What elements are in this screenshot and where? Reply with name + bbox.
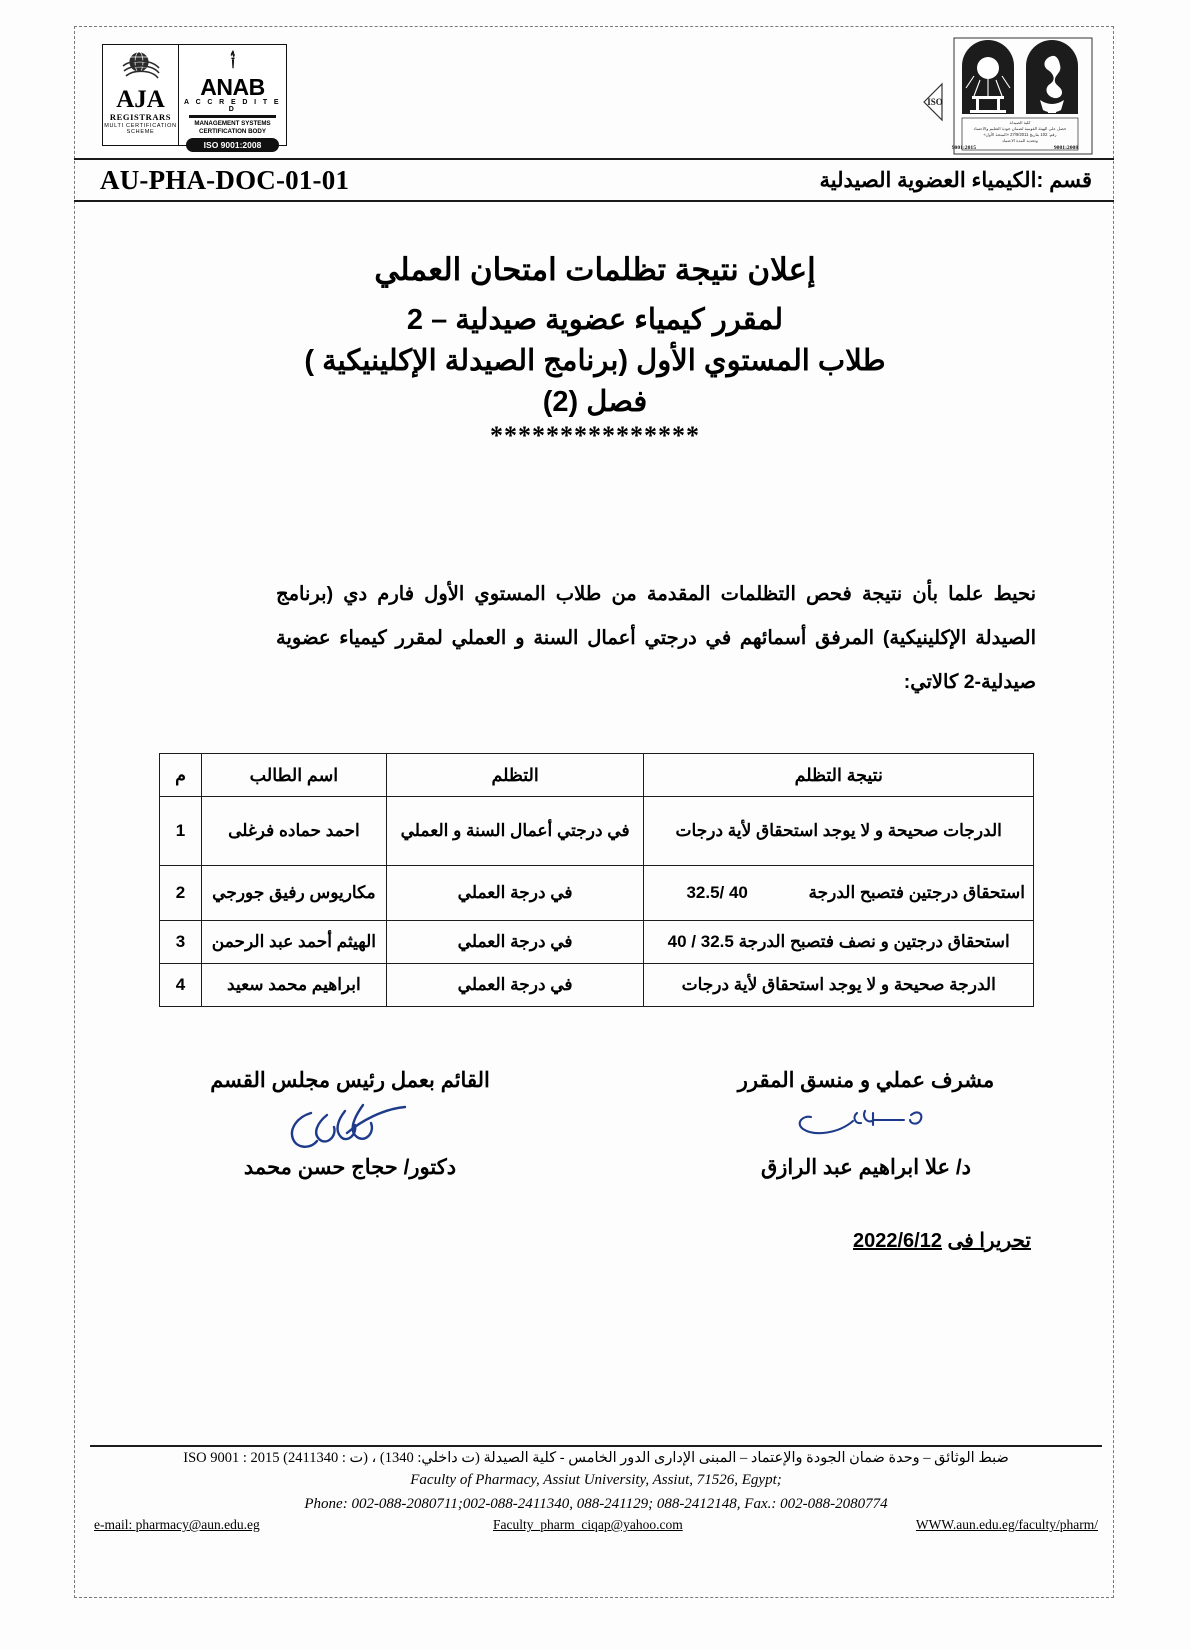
anab-brand-text: ANAB [200, 74, 265, 100]
svg-text:حصل على الهيئة القومية لضمان ج: حصل على الهيئة القومية لضمان جودة التعليم والاعتماد [973, 126, 1067, 131]
cell-student-name: مكاريوس رفيق جورجي [201, 866, 386, 921]
footer-english-line-1: Faculty of Pharmacy, Assiut University, Assiut, 71526, Egypt; [410, 1472, 782, 1488]
signature-ink-head [190, 1093, 510, 1151]
anab-iso-badge: ISO 9001:2008 [186, 138, 279, 152]
footer-english-line-2: Phone: 002-088-2080711;002-088-2411340, 088-241129; 088-2412148, Fax.: 002-088-2080774 [304, 1496, 888, 1512]
aja-logo-section [103, 45, 178, 145]
footer-email2-link[interactable]: Faculty_pharm_ciqap@yahoo.com [492, 1517, 683, 1532]
svg-text:ISO: ISO [927, 97, 943, 107]
issue-date-line [853, 1228, 1031, 1253]
cell-row-number: 1 [160, 797, 202, 866]
title-line-1: إعلان نتيجة تظلمات امتحان العملي [374, 252, 816, 287]
cell-result [644, 866, 1034, 921]
torch-icon [226, 50, 240, 70]
cell-result: الدرجات صحيحة و لا يوجد استحقاق لأية درجات [644, 797, 1034, 866]
signature-name-coordinator: د/ علا ابراهيم عبد الرازق [760, 1156, 972, 1179]
anab-scope-line-2: CERTIFICATION BODY [199, 127, 266, 135]
column-header-result: نتيجة التظلم [644, 754, 1034, 797]
table-row [160, 964, 1034, 1007]
issue-date-value: 2022/6/12 [852, 1230, 942, 1252]
document-header [88, 32, 1102, 160]
aja-subtitle-text: MULTI CERTIFICATION SCHEME [104, 123, 177, 135]
cell-result-text: استحقاق درجتين فتصبح الدرجة [808, 883, 1025, 902]
footer-website-link[interactable]: WWW.aun.edu.eg/faculty/pharm/ [915, 1517, 1098, 1532]
footer-arabic-line: ضبط الوثائق – وحدة ضمان الجودة والإعتماد – المبنى الإدارى الدور الخامس - كلية الصيدلة (ت داخلي: 1340) ، (ت : 2411340) 2015 : ISO 9001 [183, 1450, 1009, 1466]
document-code-bar [74, 158, 1114, 202]
department-label: قسم :الكيمياء العضوية الصيدلية [819, 169, 1092, 192]
svg-text:9001:2015: 9001:2015 [951, 145, 976, 151]
column-header-student: اسم الطالب [201, 754, 386, 797]
cell-student-name: الهيثم أحمد عبد الرحمن [201, 921, 386, 964]
handwritten-signature-icon [761, 1093, 971, 1149]
cell-grievance: في درجة العملي [386, 921, 644, 964]
document-footer [90, 1445, 1102, 1533]
aja-brand-text: AJA [116, 86, 165, 113]
grievance-results-table [159, 753, 1034, 1007]
handwritten-signature-icon [245, 1093, 455, 1149]
document-code: AU-PHA-DOC-01-01 [100, 165, 350, 195]
anab-aja-certification-logo [102, 44, 287, 150]
table-row [160, 797, 1034, 866]
svg-text:رقم: 102 بتاريخ 27/9/2011 «الم: رقم: 102 بتاريخ 27/9/2011 «المنحة الأول» [983, 132, 1057, 137]
column-header-number: م [160, 754, 202, 797]
cell-result: الدرجة صحيحة و لا يوجد استحقاق لأية درجات [644, 964, 1034, 1007]
table-row [160, 921, 1034, 964]
svg-text:كلية الصيدلة: كلية الصيدلة [1009, 120, 1031, 125]
signature-block-head [190, 1068, 510, 1180]
issue-date-label: تحريرا فى [947, 1230, 1031, 1252]
anab-accredited-text: A C C R E D I T E D [184, 99, 281, 113]
footer-contact-links [90, 1517, 1102, 1533]
cell-row-number: 3 [160, 921, 202, 964]
title-line-3: طلاب المستوي الأول (برنامج الصيدلة الإكلينيكية ) [304, 345, 886, 377]
cell-grievance: في درجة العملي [386, 866, 644, 921]
column-header-grievance: التظلم [386, 754, 644, 797]
cell-student-name: ابراهيم محمد سعيد [201, 964, 386, 1007]
cell-grievance: في درجة العملي [386, 964, 644, 1007]
signature-ink-coordinator [701, 1093, 1031, 1151]
footer-email-link[interactable]: e-mail: pharmacy@aun.edu.eg [94, 1517, 260, 1532]
cell-row-number: 2 [160, 866, 202, 921]
table-row [160, 866, 1034, 921]
signature-block-coordinator [701, 1068, 1031, 1180]
svg-text:وتجديد المدة الاعتماد: وتجديد المدة الاعتماد [1002, 138, 1038, 143]
signature-title-head: القائم بعمل رئيس مجلس القسم [210, 1069, 490, 1092]
document-title-block [120, 252, 1070, 451]
table-header-row [160, 754, 1034, 797]
globe-icon [121, 49, 161, 83]
anab-logo-section [178, 45, 286, 150]
svg-text:9001:2008: 9001:2008 [1053, 145, 1079, 151]
signature-name-head: دكتور/ حجاج حسن محمد [243, 1156, 457, 1179]
title-line-2: لمقرر كيمياء عضوية صيدلية – 2 [406, 304, 784, 336]
aja-registrars-text: REGISTRARS [109, 112, 172, 122]
university-seal-logo [948, 36, 1098, 156]
body-paragraph: نحيط علما بأن نتيجة فحص التظلمات المقدمة من طلاب المستوي الأول فارم دي (برنامج الصيدلة الإكلينيكية) المرفق أسمائهم في درجتي أعمال السنة و العملي لمقرر كيمياء عضوية صيدلية-2 كالاتي: [276, 583, 1036, 693]
title-star-separator: *************** [490, 421, 700, 450]
title-line-4: فصل (2) [542, 386, 648, 418]
cell-grievance: في درجتي أعمال السنة و العملي [386, 797, 644, 866]
cell-student-name: احمد حماده فرغلى [201, 797, 386, 866]
grievance-results-table-wrapper [159, 753, 1034, 1007]
cell-result-score: 32.5/ 40 [686, 883, 748, 902]
anab-scope-line-1: MANAGEMENT SYSTEMS [194, 120, 271, 127]
signature-title-coordinator: مشرف عملي و منسق المقرر [737, 1069, 995, 1092]
cell-row-number: 4 [160, 964, 202, 1007]
cell-result: استحقاق درجتين و نصف فتصبح الدرجة 32.5 / 40 [644, 921, 1034, 964]
anab-divider [189, 115, 276, 118]
